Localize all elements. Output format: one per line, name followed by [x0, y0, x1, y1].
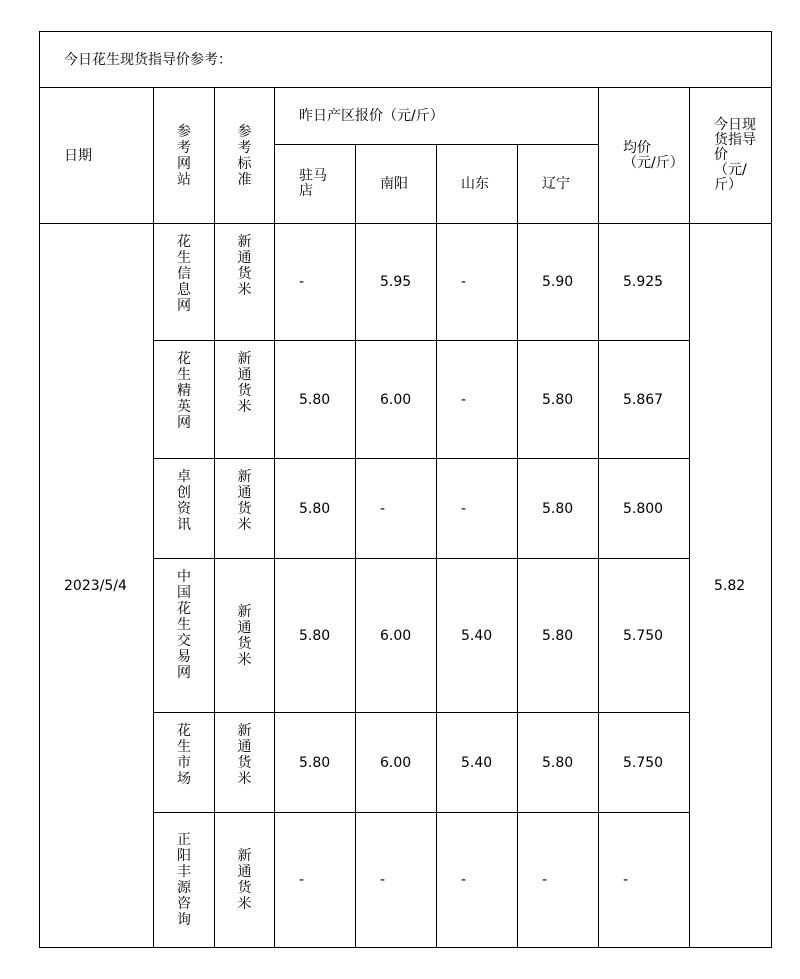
- header-site: 参考网站: [154, 88, 215, 224]
- price-nanyang: 5.95: [356, 224, 437, 341]
- header-region-liaoning: 辽宁: [518, 145, 599, 224]
- avg-price-cell: 5.750: [599, 559, 690, 713]
- date-cell: 2023/5/4: [40, 224, 154, 948]
- header-yesterday-group: 昨日产区报价（元/斤）: [275, 88, 599, 145]
- price-liaoning: 5.80: [518, 713, 599, 813]
- header-region-nanyang: 南阳: [356, 145, 437, 224]
- price-shandong: -: [437, 224, 518, 341]
- price-shandong: -: [437, 813, 518, 948]
- price-zhumadian: 5.80: [275, 713, 356, 813]
- price-liaoning: -: [518, 813, 599, 948]
- price-nanyang: 6.00: [356, 713, 437, 813]
- price-liaoning: 5.90: [518, 224, 599, 341]
- header-avg-price: 均价（元/斤）: [599, 88, 690, 224]
- standard-cell: 新通货米: [215, 713, 275, 813]
- site-cell: 正阳丰源咨询: [154, 813, 215, 948]
- price-shandong: 5.40: [437, 559, 518, 713]
- standard-cell: 新通货米: [215, 559, 275, 713]
- site-cell: 中国花生交易网: [154, 559, 215, 713]
- avg-price-cell: -: [599, 813, 690, 948]
- price-zhumadian: 5.80: [275, 341, 356, 459]
- price-liaoning: 5.80: [518, 341, 599, 459]
- standard-cell: 新通货米: [215, 341, 275, 459]
- standard-cell: 新通货米: [215, 224, 275, 341]
- header-date: 日期: [40, 88, 154, 224]
- avg-price-cell: 5.867: [599, 341, 690, 459]
- price-liaoning: 5.80: [518, 459, 599, 559]
- site-cell: 花生信息网: [154, 224, 215, 341]
- price-nanyang: 6.00: [356, 341, 437, 459]
- header-region-zhumadian: 驻马店: [275, 145, 356, 224]
- header-standard: 参考标准: [215, 88, 275, 224]
- price-nanyang: 6.00: [356, 559, 437, 713]
- price-liaoning: 5.80: [518, 559, 599, 713]
- caption-row: [40, 32, 772, 88]
- header-row-1: [40, 88, 772, 145]
- avg-price-cell: 5.800: [599, 459, 690, 559]
- header-today-guide: 今日现货指导价（元/斤）: [690, 88, 772, 224]
- price-shandong: -: [437, 341, 518, 459]
- header-region-shandong: 山东: [437, 145, 518, 224]
- table-row: [40, 224, 772, 341]
- price-table: [39, 31, 772, 948]
- site-cell: 卓创资讯: [154, 459, 215, 559]
- site-cell: 花生精英网: [154, 341, 215, 459]
- table-caption: 今日花生现货指导价参考：: [40, 32, 772, 88]
- price-zhumadian: 5.80: [275, 559, 356, 713]
- price-reference-document: [39, 31, 771, 948]
- price-zhumadian: 5.80: [275, 459, 356, 559]
- avg-price-cell: 5.925: [599, 224, 690, 341]
- price-zhumadian: -: [275, 813, 356, 948]
- price-nanyang: -: [356, 459, 437, 559]
- price-shandong: 5.40: [437, 713, 518, 813]
- price-nanyang: -: [356, 813, 437, 948]
- standard-cell: 新通货米: [215, 813, 275, 948]
- today-guide-value: 5.82: [690, 224, 772, 948]
- site-cell: 花生市场: [154, 713, 215, 813]
- price-zhumadian: -: [275, 224, 356, 341]
- price-shandong: -: [437, 459, 518, 559]
- avg-price-cell: 5.750: [599, 713, 690, 813]
- standard-cell: 新通货米: [215, 459, 275, 559]
